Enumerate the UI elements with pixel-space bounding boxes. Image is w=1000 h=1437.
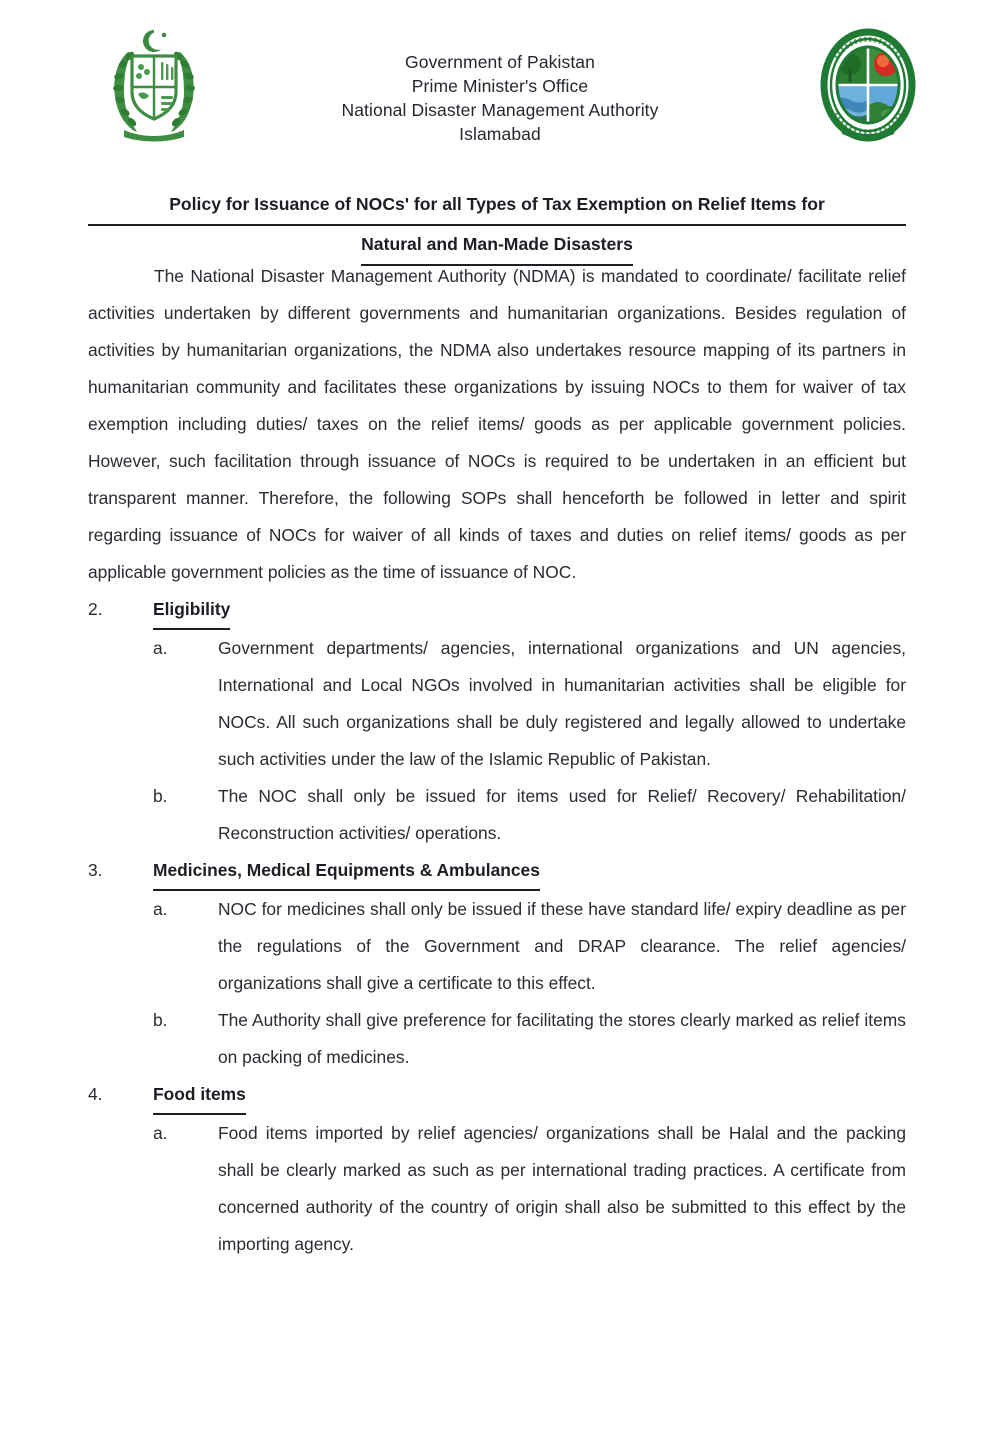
list-item [88,891,906,1002]
intro-paragraph: The National Disaster Management Authority (NDMA) is mandated to coordinate/ facilitate relief activities undertaken by different governments and humanitarian organizations. Besides regulation of activities by humanitarian organizations, the NDMA also undertakes resource mapping of its partners in humanitarian community and facilitates these organizations by issuing NOCs to them for waiver of tax exemption including duties/ taxes on the relief items/ goods as per applicable government policies. However, such facilitation through issuance of NOCs is required to be undertaken in an efficient but transparent manner. Therefore, the following SOPs shall henceforth be followed in letter and spirit regarding issuance of NOCs for waiver of all kinds of taxes and duties on relief items/ goods as per applicable government policies as the time of issuance of NOC. [88,266,906,582]
list-item [88,1115,906,1263]
section-title: Food items [153,1076,246,1115]
section-heading-food-items [88,1076,906,1115]
section-heading-eligibility [88,591,906,630]
section-title: Eligibility [153,591,230,630]
list-item-text: Government departments/ agencies, international organizations and UN agencies, International and Local NGOs involved in humanitarian activities shall be eligible for NOCs. All such organizations shall be duly registered and legally allowed to undertake such activities under the law of the Islamic Republic of Pakistan. [218,638,906,769]
section-number: 3. [88,860,103,880]
list-item-text: The Authority shall give preference for facilitating the stores clearly marked as relief items on packing of medicines. [218,1010,906,1067]
section-number: 4. [88,1084,103,1104]
list-item-text: The NOC shall only be issued for items used for Relief/ Recovery/ Rehabilitation/ Reconstruction activities/ operations. [218,786,906,843]
title-line-2-text: Natural and Man-Made Disasters [361,226,633,266]
list-item-letter: a. [153,1123,168,1143]
pakistan-state-emblem-icon [98,26,210,142]
document-header [0,0,1000,168]
list-item-letter: b. [153,786,168,806]
header-line-ndma: National Disaster Management Authority [341,100,659,120]
header-line-pm-office: Prime Minister's Office [411,76,589,96]
list-item-text: NOC for medicines shall only be issued if these have standard life/ expiry deadline as per the regulations of the Government and DRAP clearance. The relief agencies/ organizations shall give a certificate to this effect. [218,899,906,993]
list-item-letter: a. [153,638,168,658]
header-line-government: Government of Pakistan [405,52,595,72]
list-item [88,1002,906,1076]
section-heading-medicines [88,852,906,891]
section-title: Medicines, Medical Equipments & Ambulances [153,852,540,891]
document-title [88,186,906,266]
list-item [88,630,906,778]
list-item-text: Food items imported by relief agencies/ organizations shall be Halal and the packing shall be clearly marked as such as per international trading practices. A certificate from concerned authority of the country of origin shall also be submitted to this effect by the importing agency. [218,1123,906,1254]
ndma-logo-icon [812,28,924,142]
header-text-block [250,50,750,146]
list-item-letter: b. [153,1010,168,1030]
list-item-letter: a. [153,899,168,919]
section-number: 2. [88,599,103,619]
document-body [88,258,906,1263]
list-item [88,778,906,852]
header-line-islamabad: Islamabad [459,124,541,144]
title-line-1 [88,186,906,226]
title-line-1-text: Policy for Issuance of NOCs' for all Types of Tax Exemption on Relief Items for [88,186,906,226]
